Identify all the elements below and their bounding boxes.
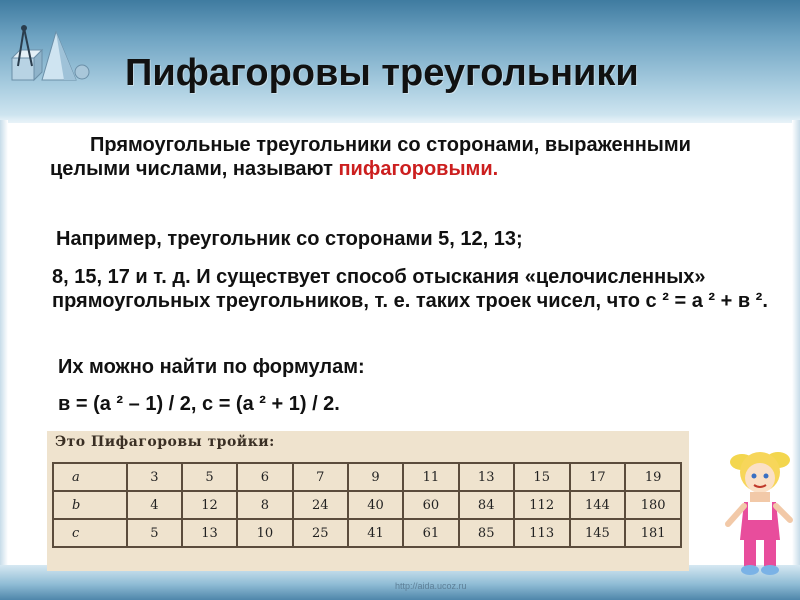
cell-a-9: 17: [570, 463, 626, 491]
cell-a-3: 6: [237, 463, 292, 491]
cell-b-5: 40: [348, 491, 403, 519]
cell-c-9: 145: [570, 519, 626, 547]
triples-table: [52, 462, 682, 548]
triples-table-image: [47, 431, 689, 571]
example-line: Например, треугольник со сторонами 5, 12, 13;: [56, 228, 523, 250]
cell-c-3: 10: [237, 519, 292, 547]
cell-b-6: 60: [403, 491, 458, 519]
table-caption: Это Пифагоровы тройки:: [55, 434, 275, 450]
intro-text: Прямоугольные треугольники со сторонами, выраженными целыми числами, называют: [50, 134, 691, 180]
table-row-c: [53, 519, 681, 547]
cell-b-3: 8: [237, 491, 292, 519]
geometry-logo-icon: [4, 20, 94, 90]
cell-a-1: 3: [127, 463, 182, 491]
formula-intro: Их можно найти по формулам:: [58, 356, 365, 378]
row-label-b: b: [53, 491, 127, 519]
cell-a-7: 13: [459, 463, 514, 491]
table-row-a: [53, 463, 681, 491]
footer-watermark: http://aida.ucoz.ru: [395, 581, 467, 591]
cell-c-7: 85: [459, 519, 514, 547]
cell-b-4: 24: [293, 491, 348, 519]
formula-line: в = (а ² – 1) / 2, с = (а ² + 1) / 2.: [58, 393, 340, 415]
cell-c-1: 5: [127, 519, 182, 547]
pythagorean-term: пифагоровыми.: [338, 158, 499, 180]
cell-a-4: 7: [293, 463, 348, 491]
continuation-paragraph: 8, 15, 17 и т. д. И существует способ отыскания «целочисленных» прямоугольных треугольников, т. е. таких троек чисел, что с ² = а ² + в ².: [52, 266, 768, 312]
cell-b-2: 12: [182, 491, 237, 519]
cell-c-6: 61: [403, 519, 458, 547]
cell-b-8: 112: [514, 491, 570, 519]
table-row-b: [53, 491, 681, 519]
cell-b-7: 84: [459, 491, 514, 519]
row-label-a: a: [53, 463, 127, 491]
row-label-c: c: [53, 519, 127, 547]
cell-c-2: 13: [182, 519, 237, 547]
cell-c-5: 41: [348, 519, 403, 547]
cell-c-4: 25: [293, 519, 348, 547]
cell-a-2: 5: [182, 463, 237, 491]
cell-c-8: 113: [514, 519, 570, 547]
cartoon-girl-icon: [720, 440, 798, 580]
cell-a-5: 9: [348, 463, 403, 491]
cell-b-10: 180: [625, 491, 681, 519]
left-frame: [0, 120, 8, 570]
cell-c-10: 181: [625, 519, 681, 547]
page-title: Пифагоровы треугольники: [125, 52, 639, 94]
cell-b-9: 144: [570, 491, 626, 519]
cell-a-8: 15: [514, 463, 570, 491]
cell-b-1: 4: [127, 491, 182, 519]
cell-a-10: 19: [625, 463, 681, 491]
cell-a-6: 11: [403, 463, 458, 491]
intro-paragraph: [50, 133, 740, 181]
